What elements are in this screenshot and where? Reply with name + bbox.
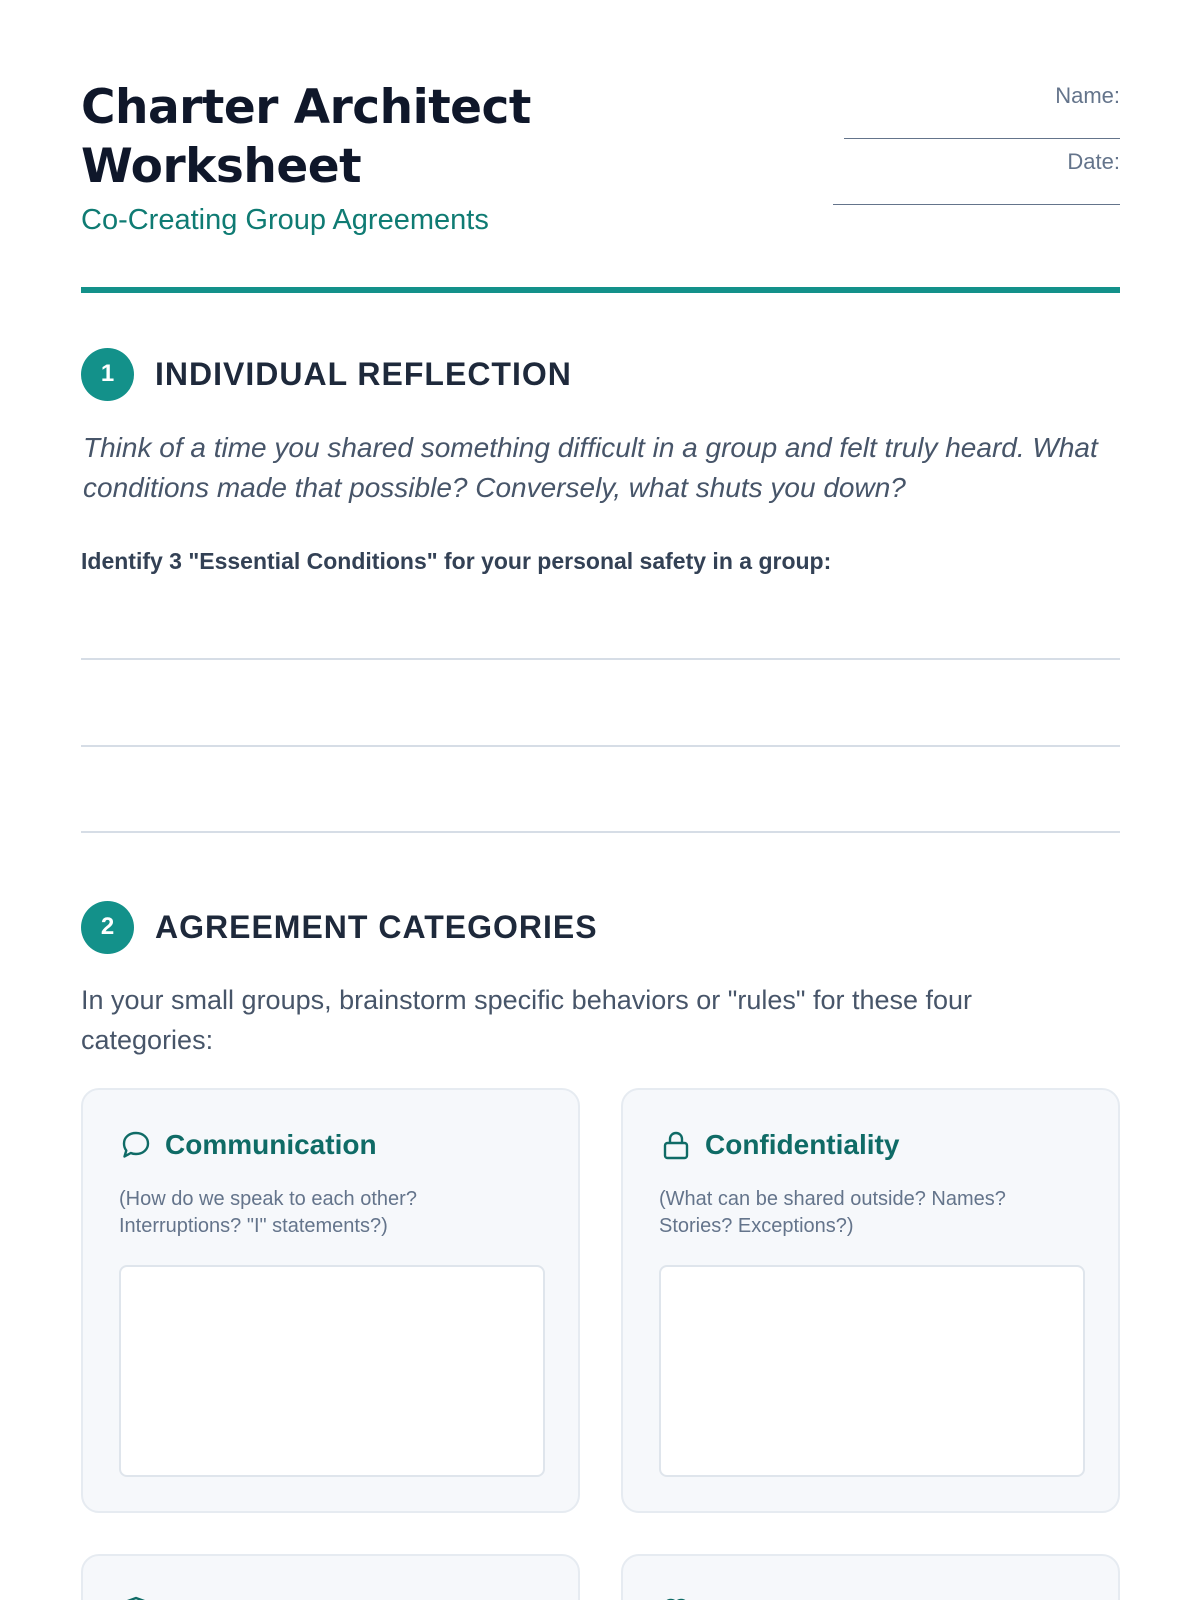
name-label: Name: (1055, 83, 1120, 108)
answer-line-1[interactable] (81, 658, 1120, 660)
category-card-4 (621, 1554, 1120, 1600)
card-hint: (How do we speak to each other? Interruptions? "I" statements?) (119, 1188, 417, 1237)
name-write-line[interactable] (844, 138, 1120, 139)
section-1-heading (81, 348, 572, 400)
section-2-heading (81, 901, 598, 953)
confidentiality-answer-box[interactable] (659, 1265, 1085, 1477)
date-write-line[interactable] (833, 204, 1120, 205)
card-header (119, 1594, 165, 1600)
date-field[interactable] (820, 144, 1120, 210)
heart-icon (659, 1594, 693, 1600)
category-card-3 (81, 1554, 580, 1600)
essential-conditions-instruction: Identify 3 "Essential Conditions" for your personal safety in a group: (81, 548, 832, 574)
answer-line-3[interactable] (81, 831, 1120, 833)
date-label: Date: (1067, 149, 1120, 174)
shield-icon (119, 1594, 153, 1600)
name-field[interactable] (820, 78, 1120, 144)
communication-answer-box[interactable] (119, 1265, 545, 1477)
page-subtitle: Co-Creating Group Agreements (81, 204, 489, 236)
lock-icon (659, 1128, 693, 1162)
section-1-title: INDIVIDUAL REFLECTION (155, 355, 572, 392)
header-divider (81, 287, 1120, 293)
worksheet-page (81, 0, 1120, 1600)
card-header (119, 1128, 377, 1162)
card-header (659, 1594, 705, 1600)
reflection-prompt: Think of a time you shared something difficult in a group and felt truly heard. What conditions made that possible? Conversely, what shuts you down? (83, 432, 1098, 503)
section-2-title: AGREEMENT CATEGORIES (155, 908, 598, 945)
card-title: Communication (165, 1129, 377, 1160)
card-header (659, 1128, 899, 1162)
section-2-number-badge: 2 (81, 901, 134, 954)
worksheet-header (81, 78, 1120, 248)
category-card-communication (81, 1088, 580, 1513)
categories-intro: In your small groups, brainstorm specific behaviors or "rules" for these four categories: (81, 985, 973, 1055)
title-line-2: Worksheet (81, 139, 362, 194)
name-date-block (820, 78, 1120, 210)
answer-line-2[interactable] (81, 745, 1120, 747)
speech-bubble-icon (119, 1128, 153, 1162)
card-hint: (What can be shared outside? Names? Stories? Exceptions?) (659, 1188, 1006, 1237)
title-line-1: Charter Architect (81, 80, 531, 135)
page-title (81, 78, 601, 196)
card-title: Confidentiality (705, 1129, 900, 1160)
section-1-number-badge: 1 (81, 348, 134, 401)
category-card-confidentiality (621, 1088, 1120, 1513)
